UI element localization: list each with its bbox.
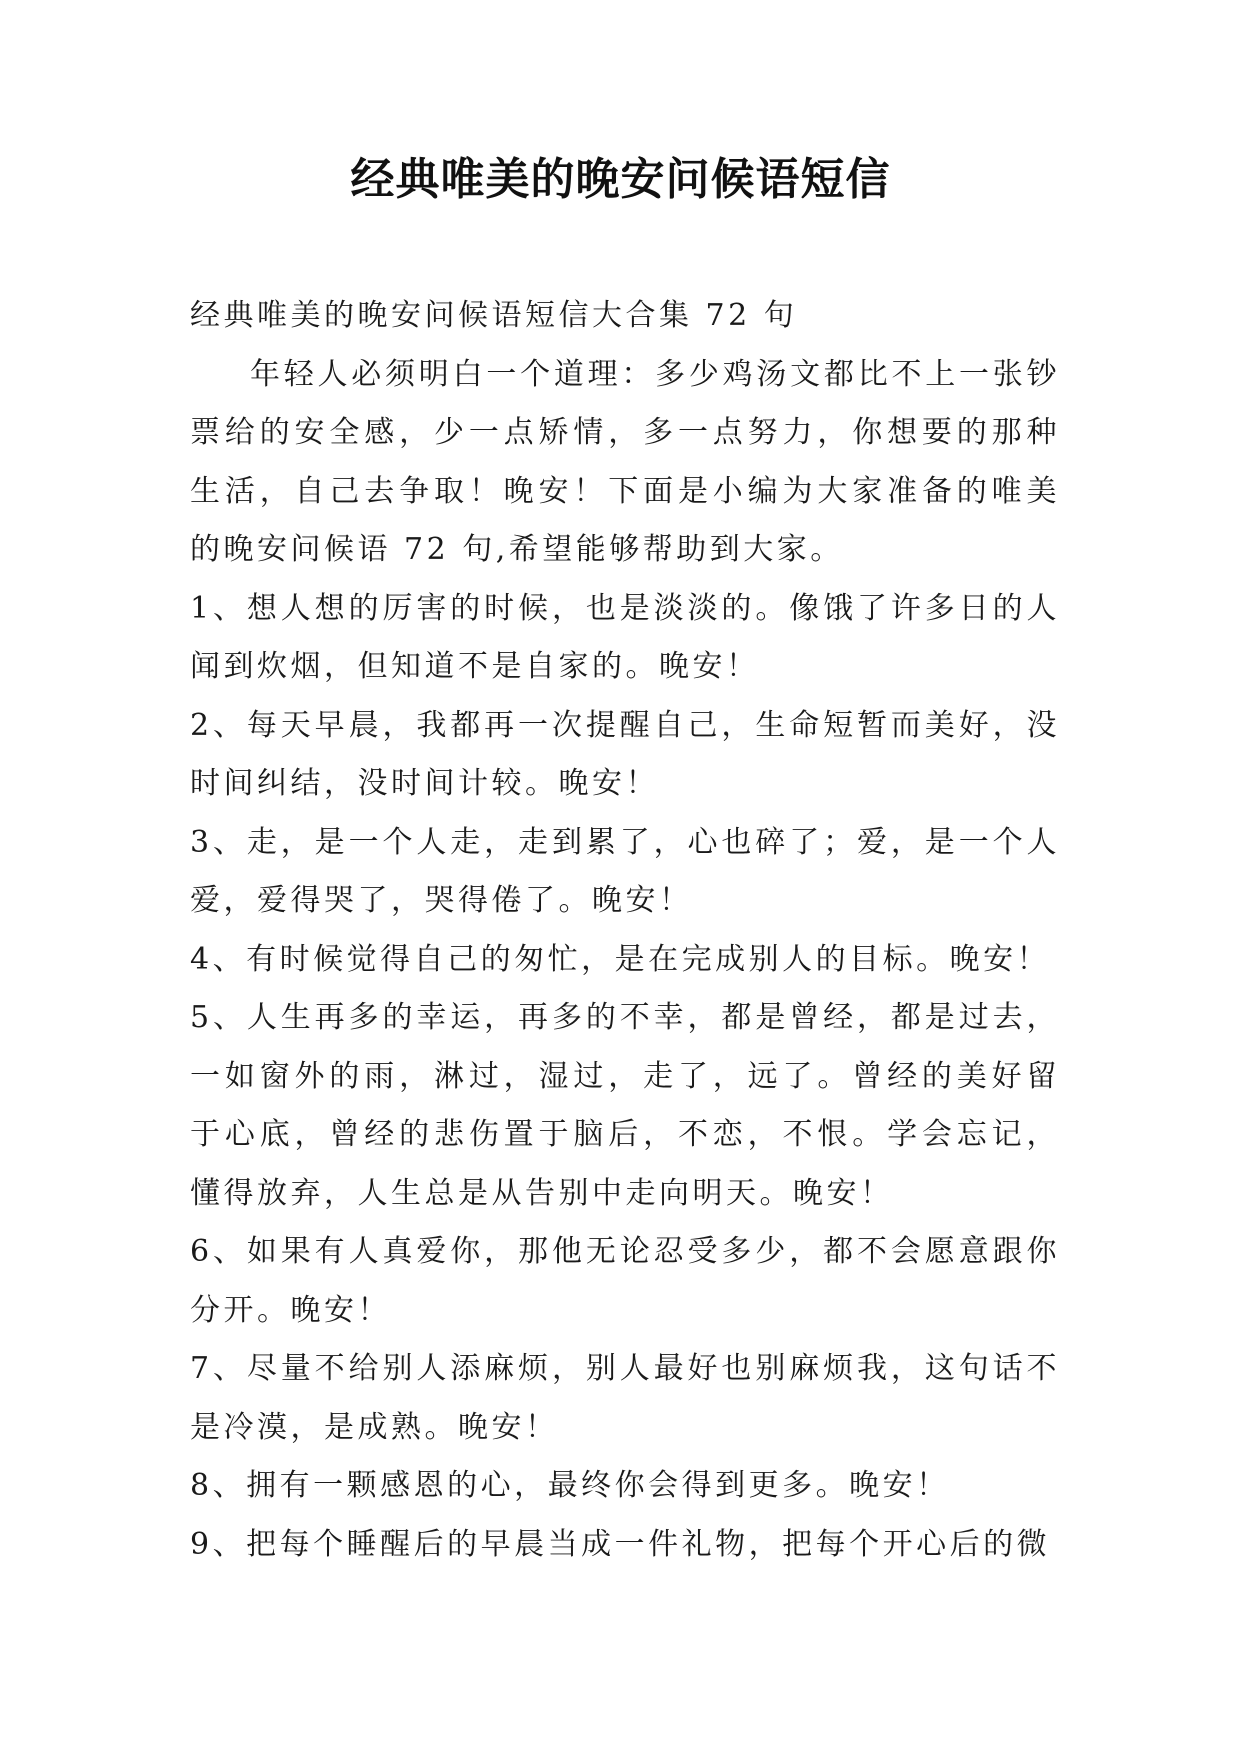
list-item: 6、如果有人真爱你，那他无论忍受多少，都不会愿意跟你分开。晚安！: [190, 1234, 1060, 1328]
list-item: 8、拥有一颗感恩的心，最终你会得到更多。晚安！: [190, 1468, 950, 1503]
intro-paragraph: 年轻人必须明白一个道理：多少鸡汤文都比不上一张钞票给的安全感，少一点矫情，多一点努力，你想要的那种生活，自己去争取！晚安！下面是小编为大家准备的唯美的晚安问候语 72 句,希望能够帮助到大家。: [190, 356, 1060, 567]
list-item: 3、走，是一个人走，走到累了，心也碎了；爱，是一个人爱，爱得哭了，哭得倦了。晚安！: [190, 824, 1060, 918]
list-item: 7、尽量不给别人添麻烦，别人最好也别麻烦我，这句话不是冷漠，是成熟。晚安！: [190, 1351, 1060, 1445]
list-item: 4、有时候觉得自己的匆忙，是在完成别人的目标。晚安！: [190, 941, 1051, 977]
list-item: 2、每天早晨，我都再一次提醒自己，生命短暂而美好，没时间纠结，没时间计较。晚安！: [190, 707, 1060, 801]
list-item: 9、把每个睡醒后的早晨当成一件礼物，把每个开心后的微: [190, 1526, 1051, 1562]
list-item: 1、想人想的厉害的时候，也是淡淡的。像饿了许多日的人闻到炊烟，但知道不是自家的。晚安！: [190, 590, 1060, 684]
document-title: 经典唯美的晚安问候语短信: [350, 154, 891, 205]
list-item: 5、人生再多的幸运，再多的不幸，都是曾经，都是过去，一如窗外的雨，淋过，湿过，走了，远了。曾经的美好留于心底，曾经的悲伤置于脑后，不恋，不恨。学会忘记，懂得放弃，人生总是从告别中走向明天。晚安！: [190, 1000, 1060, 1211]
document-body: [190, 287, 1060, 1574]
document-subtitle: 经典唯美的晚安问候语短信大合集 72 句: [190, 298, 798, 333]
